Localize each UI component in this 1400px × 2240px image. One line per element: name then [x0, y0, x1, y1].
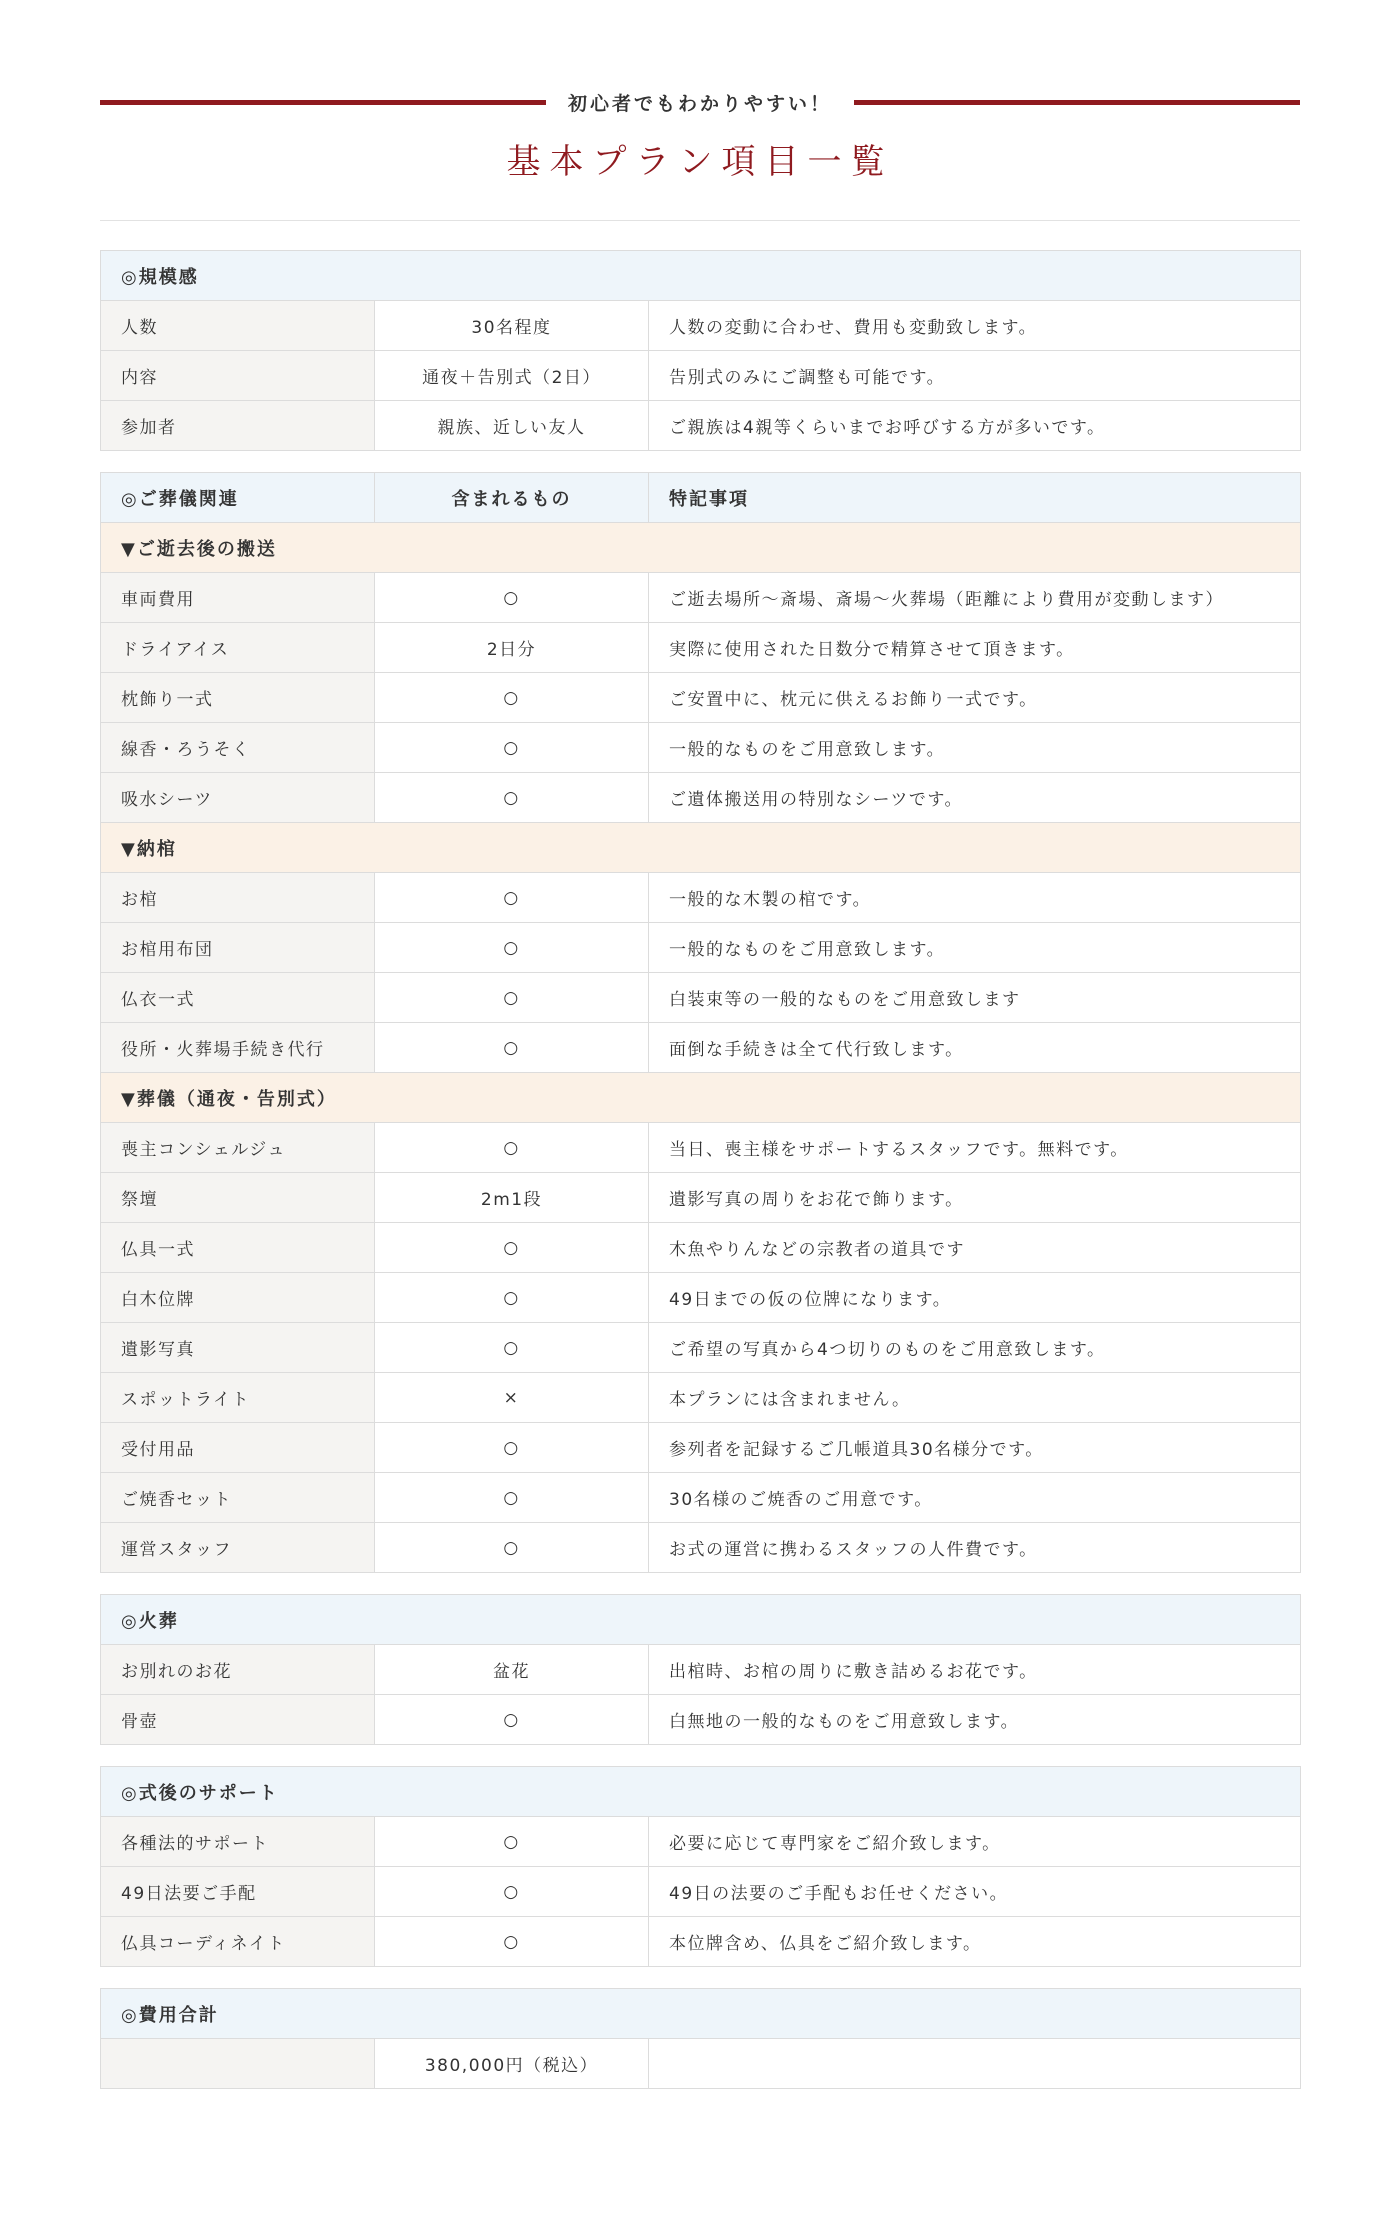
- item-label: 遺影写真: [101, 1323, 375, 1373]
- included-value: ○: [375, 1523, 649, 1573]
- item-note: 出棺時、お棺の周りに敷き詰めるお花です。: [649, 1645, 1301, 1695]
- plan-items-page: [100, 0, 1300, 2089]
- total-label: [101, 2039, 375, 2089]
- table-row: [101, 1223, 1301, 1273]
- item-note: ご希望の写真から4つ切りのものをご用意致します。: [649, 1323, 1301, 1373]
- table-row: [101, 923, 1301, 973]
- included-value: 通夜＋告別式（2日）: [375, 351, 649, 401]
- item-note: 人数の変動に合わせ、費用も変動致します。: [649, 301, 1301, 351]
- included-value: ○: [375, 573, 649, 623]
- funeral-heading: ◎ご葬儀関連: [101, 473, 375, 523]
- included-value: ○: [375, 1123, 649, 1173]
- item-note: 白無地の一般的なものをご用意致します。: [649, 1695, 1301, 1745]
- table-row: [101, 1867, 1301, 1917]
- included-value: ○: [375, 873, 649, 923]
- included-value: ○: [375, 973, 649, 1023]
- table-row: [101, 1373, 1301, 1423]
- item-label: 仏衣一式: [101, 973, 375, 1023]
- scale-heading: ◎規模感: [101, 251, 1301, 301]
- eyebrow-line-right: [854, 100, 1300, 105]
- included-value: ○: [375, 1273, 649, 1323]
- table-row: [101, 1273, 1301, 1323]
- included-value: ○: [375, 1917, 649, 1967]
- item-note: ご遺体搬送用の特別なシーツです。: [649, 773, 1301, 823]
- group-header-row: [101, 1073, 1301, 1123]
- item-note: ご逝去場所～斎場、斎場～火葬場（距離により費用が変動します）: [649, 573, 1301, 623]
- included-value: ○: [375, 723, 649, 773]
- item-label: 人数: [101, 301, 375, 351]
- item-note: 当日、喪主様をサポートするスタッフです。無料です。: [649, 1123, 1301, 1173]
- support-section-header: [101, 1767, 1301, 1817]
- table-row: [101, 623, 1301, 673]
- table-row: [101, 1695, 1301, 1745]
- table-row: [101, 1173, 1301, 1223]
- item-note: 49日までの仮の位牌になります。: [649, 1273, 1301, 1323]
- item-label: 内容: [101, 351, 375, 401]
- table-row: [101, 301, 1301, 351]
- item-note: 遺影写真の周りをお花で飾ります。: [649, 1173, 1301, 1223]
- table-row: [101, 1523, 1301, 1573]
- item-note: お式の運営に携わるスタッフの人件費です。: [649, 1523, 1301, 1573]
- included-value: ○: [375, 1695, 649, 1745]
- item-note: ご安置中に、枕元に供えるお飾り一式です。: [649, 673, 1301, 723]
- included-value: ○: [375, 673, 649, 723]
- total-row: [101, 2039, 1301, 2089]
- item-label: 吸水シーツ: [101, 773, 375, 823]
- funeral-table: [100, 472, 1301, 1573]
- scale-section-header: [101, 251, 1301, 301]
- title-divider: [100, 220, 1300, 221]
- funeral-section-header: [101, 473, 1301, 523]
- item-note: 一般的な木製の棺です。: [649, 873, 1301, 923]
- item-label: 受付用品: [101, 1423, 375, 1473]
- table-row: [101, 1473, 1301, 1523]
- item-label: 仏具コーディネイト: [101, 1917, 375, 1967]
- cremation-rows: [101, 1645, 1301, 1745]
- item-note: 告別式のみにご調整も可能です。: [649, 351, 1301, 401]
- item-label: 白木位牌: [101, 1273, 375, 1323]
- item-note: 一般的なものをご用意致します。: [649, 923, 1301, 973]
- item-label: ドライアイス: [101, 623, 375, 673]
- item-label: 参加者: [101, 401, 375, 451]
- cremation-table: [100, 1594, 1301, 1745]
- included-value: ○: [375, 923, 649, 973]
- eyebrow-row: [100, 88, 1300, 116]
- total-heading: ◎費用合計: [101, 1989, 1301, 2039]
- item-label: 各種法的サポート: [101, 1817, 375, 1867]
- total-section-header: [101, 1989, 1301, 2039]
- included-value: ○: [375, 1423, 649, 1473]
- item-note: 参列者を記録するご几帳道具30名様分です。: [649, 1423, 1301, 1473]
- included-value: ○: [375, 1817, 649, 1867]
- scale-table: [100, 250, 1301, 451]
- included-column-header: 含まれるもの: [375, 473, 649, 523]
- table-row: [101, 1645, 1301, 1695]
- item-note: 白装束等の一般的なものをご用意致します: [649, 973, 1301, 1023]
- table-row: [101, 1817, 1301, 1867]
- support-rows: [101, 1817, 1301, 1967]
- included-value: ○: [375, 773, 649, 823]
- table-row: [101, 723, 1301, 773]
- table-row: [101, 1323, 1301, 1373]
- group-header-row: [101, 523, 1301, 573]
- item-label: お棺用布団: [101, 923, 375, 973]
- item-note: 一般的なものをご用意致します。: [649, 723, 1301, 773]
- scale-rows: [101, 301, 1301, 451]
- eyebrow-text: 初心者でもわかりやすい！: [568, 92, 833, 115]
- table-row: [101, 1423, 1301, 1473]
- item-label: 車両費用: [101, 573, 375, 623]
- item-label: 役所・火葬場手続き代行: [101, 1023, 375, 1073]
- total-note: [649, 2039, 1301, 2089]
- item-label: 骨壺: [101, 1695, 375, 1745]
- table-row: [101, 873, 1301, 923]
- table-row: [101, 1123, 1301, 1173]
- item-note: 49日の法要のご手配もお任せください。: [649, 1867, 1301, 1917]
- included-value: 盆花: [375, 1645, 649, 1695]
- group-title: ▼納棺: [101, 823, 1301, 873]
- item-label: ご焼香セット: [101, 1473, 375, 1523]
- support-table: [100, 1766, 1301, 1967]
- table-row: [101, 573, 1301, 623]
- item-label: スポットライト: [101, 1373, 375, 1423]
- item-note: ご親族は4親等くらいまでお呼びする方が多いです。: [649, 401, 1301, 451]
- item-label: 仏具一式: [101, 1223, 375, 1273]
- table-row: [101, 673, 1301, 723]
- item-note: 30名様のご焼香のご用意です。: [649, 1473, 1301, 1523]
- included-value: ○: [375, 1023, 649, 1073]
- item-label: お別れのお花: [101, 1645, 375, 1695]
- included-value: 30名程度: [375, 301, 649, 351]
- table-row: [101, 973, 1301, 1023]
- included-value: ○: [375, 1223, 649, 1273]
- funeral-rows: [101, 523, 1301, 1573]
- item-label: 運営スタッフ: [101, 1523, 375, 1573]
- group-title: ▼ご逝去後の搬送: [101, 523, 1301, 573]
- item-note: 本位牌含め、仏具をご紹介致します。: [649, 1917, 1301, 1967]
- item-note: 実際に使用された日数分で精算させて頂きます。: [649, 623, 1301, 673]
- cremation-heading: ◎火葬: [101, 1595, 1301, 1645]
- item-note: 面倒な手続きは全て代行致します。: [649, 1023, 1301, 1073]
- item-note: 木魚やりんなどの宗教者の道具です: [649, 1223, 1301, 1273]
- cremation-section-header: [101, 1595, 1301, 1645]
- table-row: [101, 401, 1301, 451]
- page-title: 基本プラン項目一覧: [506, 142, 894, 182]
- item-label: 枕飾り一式: [101, 673, 375, 723]
- included-value: ○: [375, 1867, 649, 1917]
- group-title: ▼葬儀（通夜・告別式）: [101, 1073, 1301, 1123]
- included-value: 親族、近しい友人: [375, 401, 649, 451]
- total-table: [100, 1988, 1301, 2089]
- included-value: ×: [375, 1373, 649, 1423]
- table-row: [101, 1917, 1301, 1967]
- notes-column-header: 特記事項: [649, 473, 1301, 523]
- support-heading: ◎式後のサポート: [101, 1767, 1301, 1817]
- item-note: 本プランには含まれません。: [649, 1373, 1301, 1423]
- item-label: 祭壇: [101, 1173, 375, 1223]
- table-row: [101, 773, 1301, 823]
- eyebrow-line-left: [100, 100, 546, 105]
- included-value: ○: [375, 1323, 649, 1373]
- table-row: [101, 351, 1301, 401]
- table-row: [101, 1023, 1301, 1073]
- item-label: 線香・ろうそく: [101, 723, 375, 773]
- group-header-row: [101, 823, 1301, 873]
- item-label: 49日法要ご手配: [101, 1867, 375, 1917]
- total-price: 380,000円（税込）: [375, 2039, 649, 2089]
- included-value: ○: [375, 1473, 649, 1523]
- item-label: 喪主コンシェルジュ: [101, 1123, 375, 1173]
- item-label: お棺: [101, 873, 375, 923]
- included-value: 2日分: [375, 623, 649, 673]
- item-note: 必要に応じて専門家をご紹介致します。: [649, 1817, 1301, 1867]
- included-value: 2m1段: [375, 1173, 649, 1223]
